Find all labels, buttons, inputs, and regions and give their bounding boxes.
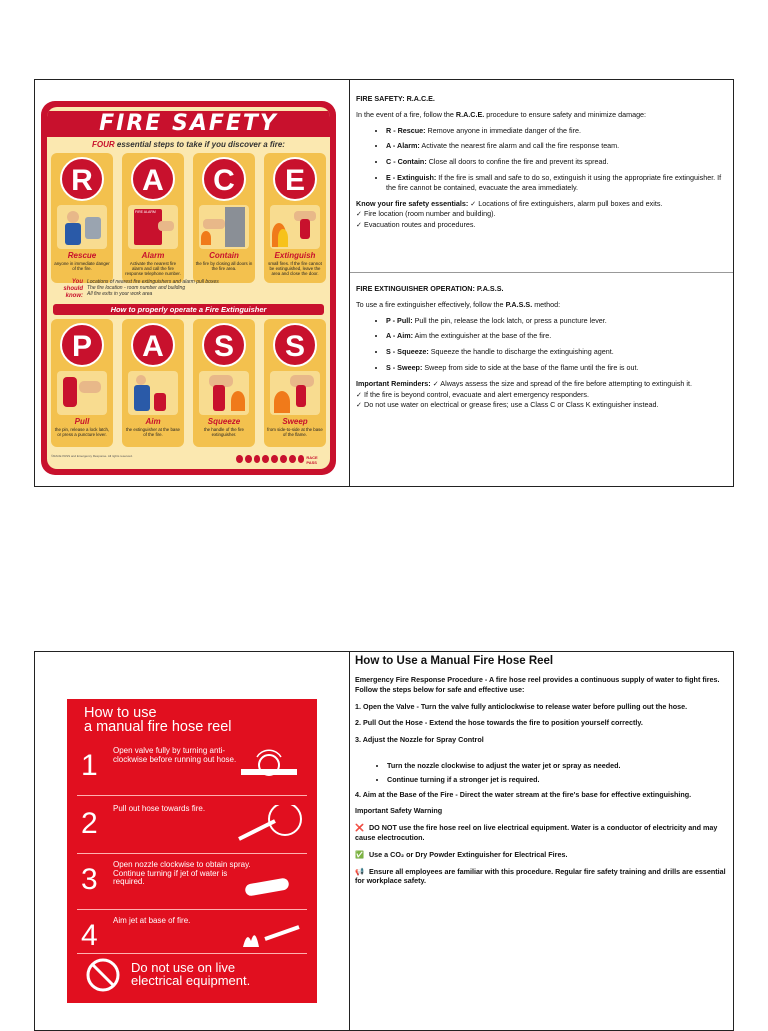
hose-text-cell <box>350 652 733 1030</box>
pass-intro: To use a fire extinguisher effectively, follow the P.A.S.S. method: <box>356 299 561 309</box>
warning-co2: ✅ Use a CO₂ or Dry Powder Extinguisher for Electrical Fires. <box>355 849 568 859</box>
race-pass-text-cell <box>350 80 733 486</box>
hose-sign-step: 2 Pull out hose towards fire. <box>67 799 317 851</box>
list-item: • P - Pull: Pull the pin, release the lock latch, or press a puncture lever. <box>386 316 727 326</box>
pass-heading: How to properly operate a Fire Extinguisher <box>53 304 324 315</box>
hose-reel-table <box>34 651 734 1031</box>
poster-subtitle: FOUR essential steps to take if you discover a fire: <box>92 140 285 149</box>
race-section <box>350 80 733 273</box>
race-essential-item: ✓ Fire location (room number and building). <box>356 209 496 219</box>
hose-step: 4. Aim at the Base of the Fire - Direct the water stream at the fire's base for effective extinguishing. <box>355 789 692 799</box>
pass-reminder-item: ✓ If the fire is beyond control, evacuate and alert emergency responders. <box>356 389 589 399</box>
list-item: • R - Rescue: Remove anyone in immediate danger of the fire. <box>386 126 727 136</box>
pass-step-squeeze: S Squeeze the handle of the fire extinguisher. <box>193 319 255 447</box>
hose-sign-title: How to use a manual fire hose reel <box>84 705 232 735</box>
pass-section <box>350 274 733 486</box>
pass-reminders: Important Reminders: ✓ Always assess the size and spread of the fire before attempting to extinguish it. <box>356 378 693 388</box>
hose-reel-sign-frame <box>55 687 329 1017</box>
race-step-alarm: A FIRE ALARM Alarm Activate the nearest fire alarm and call the fire response telephone number. <box>122 153 184 283</box>
hose-reel-icon <box>235 805 303 845</box>
pass-list <box>356 316 727 373</box>
race-pass-table <box>34 79 734 487</box>
list-item: • E - Extinguish: If the fire is small and safe to do so, extinguish it using the appropriate fire extinguisher. If the fire cannot be contained, evacuate the area immediately. <box>386 173 727 193</box>
hose-sign-step: 1 Open valve fully by turning anti-clockwise before running out hose. <box>67 741 317 793</box>
extinguisher-illustration <box>270 205 320 249</box>
race-pass-logo: RACE PASS <box>236 455 326 464</box>
hose-step: 3. Adjust the Nozzle for Spray Control <box>355 735 484 745</box>
race-intro: In the event of a fire, follow the R.A.C.E. procedure to ensure safety and minimize damage: <box>356 109 647 119</box>
pass-step-aim: A Aim the extinguisher at the base of the fire. <box>122 319 184 447</box>
race-step-rescue: R Rescue anyone in immediate danger of the fire. <box>51 153 113 283</box>
check-icon: ✅ <box>355 849 364 859</box>
race-list <box>356 126 727 193</box>
cross-icon: ❌ <box>355 823 364 833</box>
fire-jet-icon <box>235 917 303 957</box>
list-item: • S - Sweep: Sweep from side to side at the base of the flame until the fire is out. <box>386 363 727 373</box>
race-step-contain: C Contain the fire by closing all doors in the fire area. <box>193 153 255 283</box>
hose-reel-sign <box>67 699 317 1003</box>
megaphone-icon: 📢 <box>355 866 364 876</box>
race-step-extinguish: E Extinguish small fires. If the fire cannot be extinguished, leave the area and close the door. <box>264 153 326 283</box>
pull-pin-illustration <box>57 371 107 415</box>
warning-electrical: ❌ DO NOT use the fire hose reel on live electrical equipment. Water is a conductor of electricity and may cause electrocution. <box>355 823 718 842</box>
hose-sign-cell <box>35 652 350 1030</box>
hose-sign-step: 4 Aim jet at base of fire. <box>67 911 317 963</box>
pass-steps-row <box>51 319 326 447</box>
list-item: • A - Alarm: Activate the nearest fire alarm and call the fire response team. <box>386 141 727 151</box>
list-item: • Continue turning if a stronger jet is required. <box>387 775 729 785</box>
list-item: • A - Aim: Aim the extinguisher at the base of the fire. <box>386 331 727 341</box>
warning-training: 📢 Ensure all employees are familiar with this procedure. Regular fire safety training and drills are essential for workplace safety. <box>355 866 726 886</box>
poster-cell <box>35 80 350 486</box>
door-illustration <box>199 205 249 249</box>
sweep-illustration <box>270 371 320 415</box>
fire-alarm-illustration: FIRE ALARM <box>128 205 178 249</box>
list-item: • Turn the nozzle clockwise to adjust the water jet or spray as needed. <box>387 761 729 771</box>
squeeze-illustration <box>199 371 249 415</box>
hose-doc-title: How to Use a Manual Fire Hose Reel <box>355 655 554 667</box>
race-essentials: Know your fire safety essentials: ✓ Locations of fire extinguishers, alarm pull boxes and exits. <box>356 198 663 208</box>
race-steps-row <box>51 153 326 283</box>
rescue-illustration <box>57 205 107 249</box>
aim-illustration <box>128 371 178 415</box>
poster-title: FIRE SAFETY <box>47 111 330 137</box>
pass-step-sweep: S Sweep from side-to-side at the base of the flame. <box>264 319 326 447</box>
list-item: • S - Squeeze: Squeeze the handle to discharge the extinguishing agent. <box>386 347 727 357</box>
hose-sign-step: 3 Open nozzle clockwise to obtain spray. Continue turning if jet of water is required. <box>67 855 317 907</box>
nozzle-list <box>355 761 729 785</box>
pass-heading-text: FIRE EXTINGUISHER OPERATION: P.A.S.S. <box>356 284 504 293</box>
prohibited-icon <box>85 957 121 993</box>
valve-icon <box>235 747 303 787</box>
pass-reminder-item: ✓ Do not use water on electrical or grease fires; use a Class C or Class K extinguisher instead. <box>356 400 659 410</box>
fire-safety-poster: FIRE SAFETY FOUR essential steps to take if you discover a fire: R Rescue anyone in immediate danger of the fire. A FIRE ALARM Alarm Activate the nearest fire alarm and call the fire response telephone number. C Contain the fire by closing all doors in the fire area. E Extinguish small fires. If the fire cannot be extinguished, leave the area and close the door. You should know: Locations of nearest fire extinguishers and alarm pull boxes The fire location - room number and building All fire exits in your work area How to properly operate a Fire Extinguisher P Pull the pin, release a lock latch, or press a puncture lever. A Aim the extinguisher at the base of the fire. S Squeeze the handle of the fire extinguisher. S Sweep from side-to-side at the base of the flame. ©RACE PASS and Emergency Response. All rights reserved. RACE PASS <box>41 101 336 475</box>
list-item: • C - Contain: Close all doors to confine the fire and prevent its spread. <box>386 157 727 167</box>
nozzle-icon <box>235 861 303 901</box>
safety-warning-heading: Important Safety Warning <box>355 806 443 816</box>
hose-step: 1. Open the Valve - Turn the valve fully anticlockwise to release water before pulling out the hose. <box>355 701 688 711</box>
pass-step-pull: P Pull the pin, release a lock latch, or press a puncture lever. <box>51 319 113 447</box>
race-heading: FIRE SAFETY: R.A.C.E. <box>356 94 435 103</box>
race-essential-item: ✓ Evacuation routes and procedures. <box>356 220 476 230</box>
hose-intro: Emergency Fire Response Procedure - A fire hose reel provides a continuous supply of water to fight fires. Follow the steps below for safe and effective use: <box>355 675 720 694</box>
poster-footer: ©RACE PASS and Emergency Response. All rights reserved. RACE PASS <box>51 454 326 466</box>
hose-step: 2. Pull Out the Hose - Extend the hose towards the fire to position yourself correctly. <box>355 718 643 728</box>
hose-sign-warning: Do not use on live electrical equipment. <box>131 960 251 988</box>
